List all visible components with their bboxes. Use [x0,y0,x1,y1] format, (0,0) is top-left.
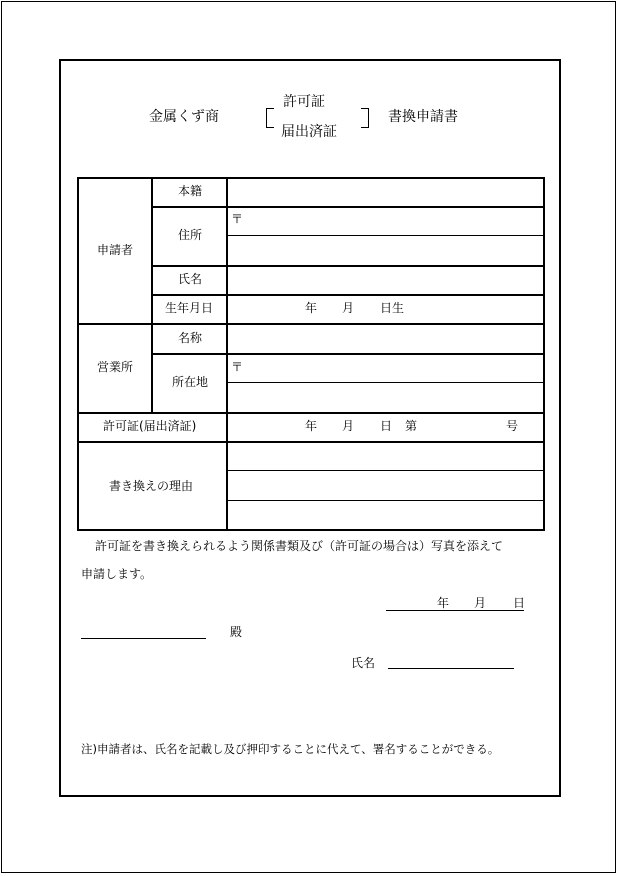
birth-day-label: 日生 [380,301,405,315]
title-suffix: 書換申請書 [388,109,458,125]
honseki-label: 本籍 [178,184,203,198]
address-label: 住所 [178,228,203,242]
request-paragraph-line2: 申請します。 [81,567,153,581]
title-option-notice: 届出済証 [281,124,337,140]
signer-name-label: 氏名 [351,656,376,670]
addressee-underline [81,638,206,639]
title-bracket-left [266,108,274,128]
postal-mark: 〒 [231,212,244,226]
office-name-label: 名称 [178,331,203,345]
permit-label: 許可証(届出済証) [103,419,197,433]
request-paragraph-line1: 許可証を書き換えられるよう関係書類及び（許可証の場合は）写真を添えて [95,539,504,553]
row-divider [151,206,544,208]
date-month-label: 月 [474,596,487,610]
reason-divider [227,470,544,471]
date-day-label: 日 [513,596,526,610]
birthdate-label: 生年月日 [165,301,214,315]
postal-mark: 〒 [231,360,244,374]
birth-month-label: 月 [342,301,355,315]
column-divider [226,178,228,530]
permit-number-prefix: 第 [405,419,418,433]
row-divider [78,412,544,414]
permit-year-label: 年 [305,419,318,433]
row-divider [78,323,544,325]
office-group-label: 営業所 [97,360,134,374]
footnote: 注)申請者は、氏名を記載し及び押印することに代えて、署名することができる。 [81,742,500,756]
row-divider [151,353,544,355]
title-option-permit: 許可証 [283,94,325,110]
name-label: 氏名 [178,272,203,286]
row-divider [151,265,544,267]
reason-label: 書き換えの理由 [109,479,194,493]
date-year-label: 年 [437,596,450,610]
applicant-group-label: 申請者 [97,243,134,257]
birth-year-label: 年 [305,301,318,315]
row-divider [151,294,544,296]
date-underline [386,610,524,611]
reason-divider [227,500,544,501]
addressee-suffix: 殿 [230,625,243,639]
address-divider [227,235,544,236]
permit-month-label: 月 [342,419,355,433]
permit-number-suffix: 号 [506,419,519,433]
permit-day-label: 日 [380,419,393,433]
title-bracket-right [361,108,369,128]
column-divider [151,178,153,412]
location-divider [227,382,544,383]
title-prefix: 金属くず商 [149,109,219,125]
office-location-label: 所在地 [172,375,209,389]
signer-name-underline [388,668,514,669]
row-divider [78,441,544,443]
